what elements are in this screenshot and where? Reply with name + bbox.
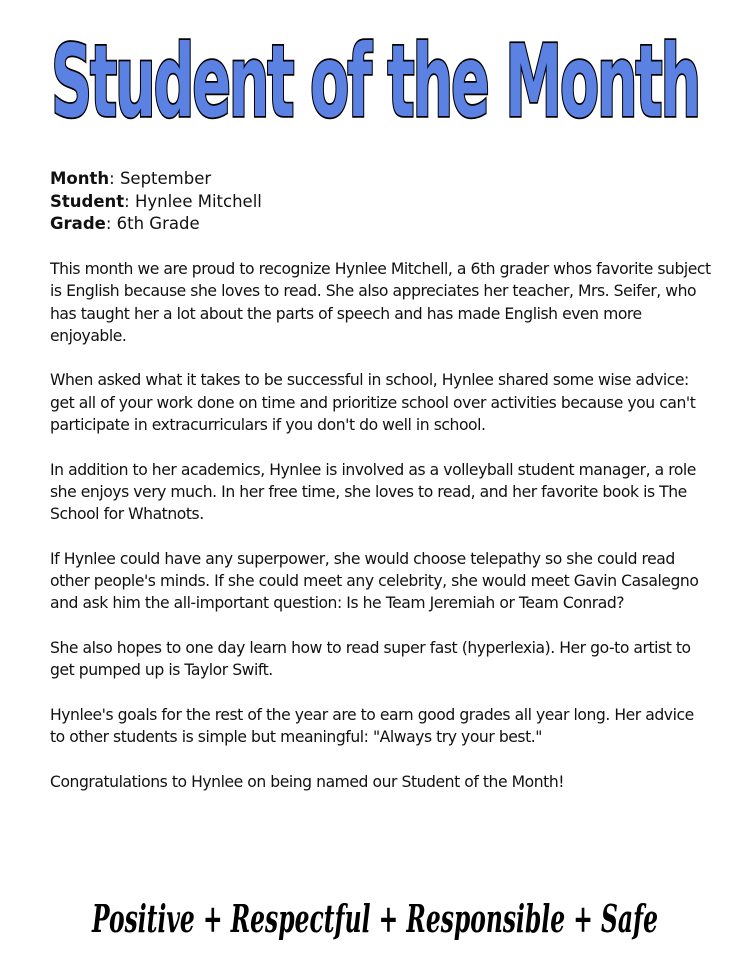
footer-motto: Positive + Respectful + Responsible + Safe (91, 896, 659, 941)
grade-label: Grade (50, 214, 106, 233)
paragraph-goals: Hynlee's goals for the rest of the year are to earn good grades all year long. Her advice to other students is simple but meaningful: "Always try your best." (50, 705, 694, 747)
grade-value: : 6th Grade (105, 214, 200, 233)
student-label: Student (50, 191, 125, 211)
footer-motto-graphic (0, 880, 750, 960)
month-value: : September (109, 169, 212, 188)
page-title: Student of the Month (51, 23, 699, 140)
student-row (50, 191, 710, 214)
paragraph-hopes: She also hopes to one day learn how to read super fast (hyperlexia). Her go-to artist to get pumped up is Taylor Swift. (50, 639, 691, 680)
footer-motto-banner (0, 880, 750, 960)
article-body (50, 258, 712, 815)
page-title-banner (0, 4, 750, 154)
month-row (50, 168, 710, 191)
paragraph-introduction: This month we are proud to recognize Hynlee Mitchell, a 6th grader whos favorite subject is English because she loves to read. She also appreciates her teacher, Mrs. Seifer, who has taught her a lot about the parts of speech and has made English even more enjoyable. (50, 260, 711, 345)
month-label: Month (50, 169, 110, 188)
page-title-graphic (0, 4, 750, 154)
student-value: : Hynlee Mitchell (124, 191, 262, 211)
paragraph-advice: When asked what it takes to be successful in school, Hynlee shared some wise advice: get all of your work done on time and prioritize school over activities because you can't participate in extracurriculars if you don't do well in school. (50, 371, 696, 435)
student-details (50, 168, 710, 236)
paragraph-activities: In addition to her academics, Hynlee is involved as a volleyball student manager, a role she enjoys very much. In her free time, she loves to read, and her favorite book is The School for Whatnots. (50, 460, 696, 524)
paragraph-superpower: If Hynlee could have any superpower, she would choose telepathy so she could read other people's minds. If she could meet any celebrity, she would meet Gavin Casalegno and ask him the all-important question: Is he Team Jeremiah or Team Conrad? (50, 549, 699, 613)
grade-row (50, 213, 710, 236)
paragraph-congratulations: Congratulations to Hynlee on being named our Student of the Month! (50, 772, 565, 791)
